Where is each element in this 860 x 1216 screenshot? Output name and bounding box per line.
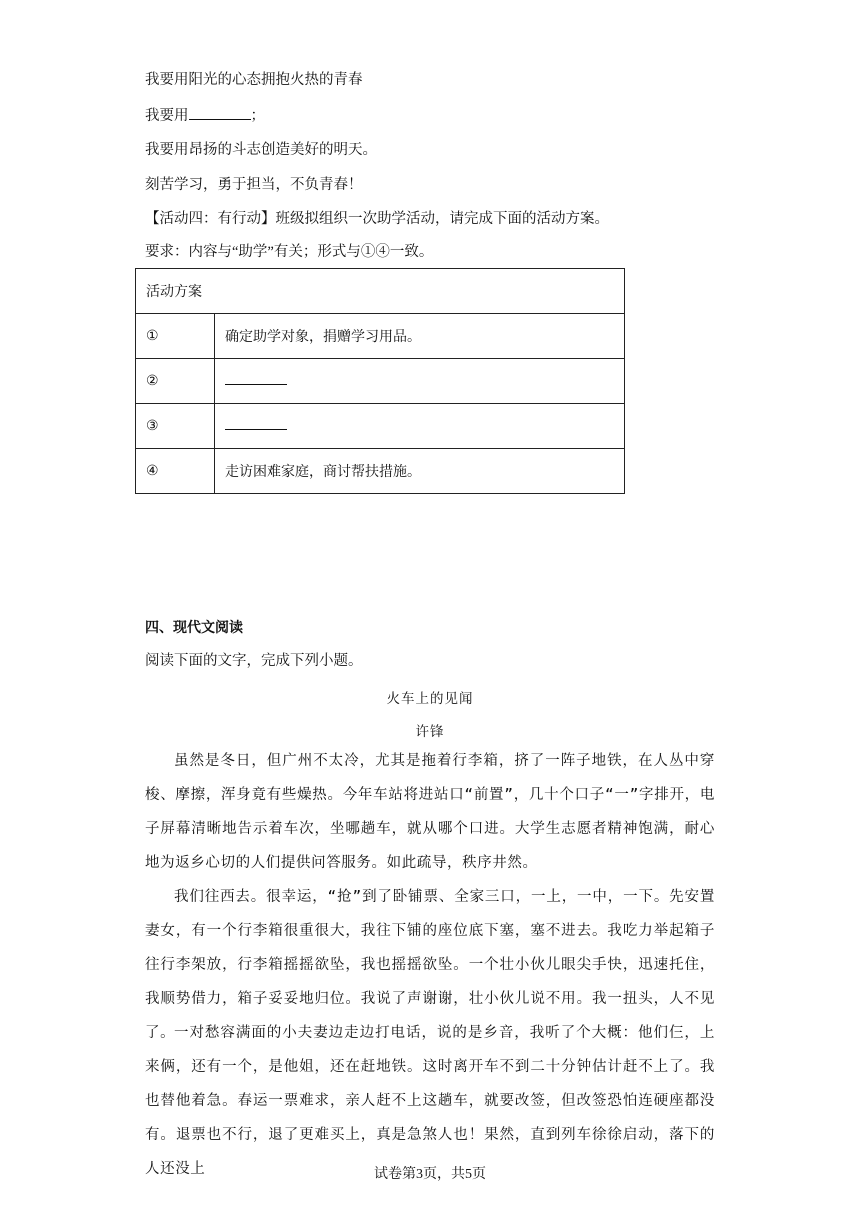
row-number: ① [136, 314, 215, 359]
row-content: 确定助学对象，捐赠学习用品。 [215, 314, 625, 359]
row-content-blank[interactable] [215, 359, 625, 404]
answer-blank-1[interactable] [189, 105, 251, 120]
table-row [136, 314, 625, 359]
table-row [136, 404, 625, 449]
reading-instruction: 阅读下面的文字，完成下列小题。 [145, 653, 363, 669]
paragraph-1: 虽然是冬日，但广州不太冷，尤其是拖着行李箱，挤了一阵子地铁，在人丛中穿梭、摩擦，浑身竟有些燥热。今年车站将进站口“前置”，几十个口子“一”字排开，电子屏幕清晰地告示着车次，坐哪趟车，就从哪个口进。大学生志愿者精神饱满，耐心地为返乡心切的人们提供问答服务。如此疏导，秩序井然。 [145, 753, 715, 871]
requirement-text: 要求：内容与“助学”有关；形式与①④一致。 [145, 244, 434, 260]
table-header: 活动方案 [136, 269, 625, 314]
row-number: ④ [136, 449, 215, 494]
row-number: ③ [136, 404, 215, 449]
page-footer: 试卷第3页，共5页 [374, 1167, 486, 1182]
answer-blank-2[interactable] [225, 372, 287, 385]
text-line-4: 刻苦学习，勇于担当，不负青春！ [145, 177, 363, 193]
row-content-blank[interactable] [215, 404, 625, 449]
article-author: 许锋 [415, 724, 445, 740]
fill-suffix: ； [250, 108, 265, 124]
paragraph-2: 我们往西去。很幸运，“抢”到了卧铺票、全家三口，一上，一中，一下。先安置妻女，有一个行李箱很重很大，我往下铺的座位底下塞，塞不进去。我吃力举起箱子往行李架放，行李箱摇摇欲坠，我也摇摇欲坠。一个壮小伙儿眼尖手快，迅速托住，我顺势借力，箱子妥妥地归位。我说了声谢谢，壮小伙儿说不用。我一扭头，人不见了。 [145, 889, 715, 1041]
article-title: 火车上的见闻 [386, 691, 474, 707]
row-content: 走访困难家庭，商讨帮扶措施。 [215, 449, 625, 494]
answer-blank-3[interactable] [225, 417, 287, 430]
text-line-3: 我要用昂扬的斗志创造美好的明天。 [145, 142, 377, 158]
table-row [136, 269, 625, 314]
row-number: ② [136, 359, 215, 404]
table-row [136, 449, 625, 494]
activity-four-heading: 【活动四：有行动】班级拟组织一次助学活动，请完成下面的活动方案。 [145, 211, 609, 227]
text-line-2 [145, 105, 265, 126]
text-line-1: 我要用阳光的心态拥抱火热的青春 [145, 72, 363, 88]
activity-plan-table [135, 268, 625, 494]
paragraph-3: 一对愁容满面的小夫妻边走边打电话，说的是乡音，我听了个大概：他们仨，上来俩，还有一个，是他姐，还在赶地铁。这时离开车不到二十分钟估计赶不上了。我也替他着急。春运一票难求，亲人赶不上这趟车，就要改签，但改签恐怕连硬座都没有。退票也不行，退了更难买上，真是急煞人也！果然，直到列车徐徐启动，落下的人还没上 [145, 1025, 715, 1177]
section-heading: 四、现代文阅读 [145, 620, 243, 636]
fill-prefix: 我要用 [145, 108, 189, 124]
table-row [136, 359, 625, 404]
